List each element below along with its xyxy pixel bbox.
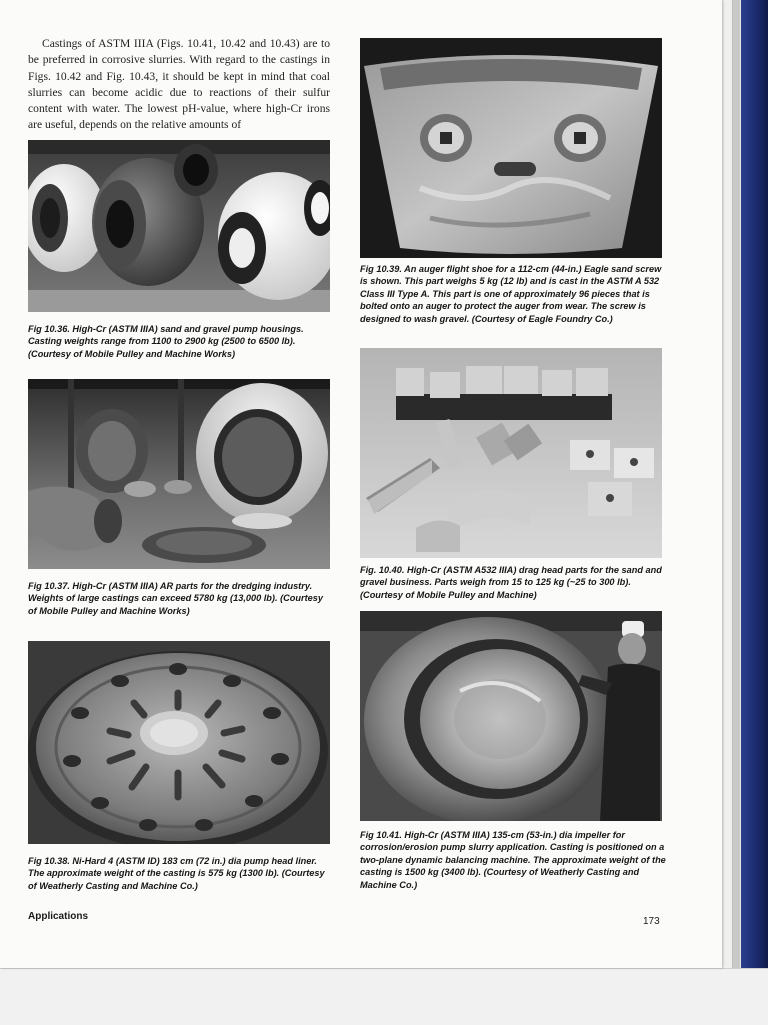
- page-number: 173: [643, 916, 660, 927]
- figure-10-40-photo: [360, 348, 662, 558]
- figure-10-40-caption: Fig. 10.40. High-Cr (ASTM A532 IIIA) drag head parts for the sand and gravel business. Parts weigh from 15 to 125 kg (~25 to 300 lb). (Courtesy of Mobile Pulley and Machine): [360, 565, 662, 600]
- figure-10-38-photo: [28, 641, 330, 844]
- figure-10-37-caption: Fig 10.37. High-Cr (ASTM IIIA) AR parts for the dredging industry. Weights of large castings can exceed 5780 kg (13,000 lb). (Courtesy of Mobile Pulley and Machine Works): [28, 581, 323, 616]
- footer-section-title: Applications: [28, 911, 89, 922]
- scan-table-surface: [0, 968, 768, 1025]
- figure-10-41-photo: [360, 611, 662, 821]
- book-binding: [741, 0, 768, 968]
- figure-10-39-photo: [360, 38, 662, 258]
- figure-10-37-photo: [28, 379, 330, 569]
- figure-10-36-photo: [28, 140, 330, 312]
- figure-10-36-caption: Fig 10.36. High-Cr (ASTM IIIA) sand and gravel pump housings. Casting weights range from 1100 to 2900 kg (2500 to 6500 lb). (Courtesy of Mobile Pulley and Machine Works): [28, 324, 304, 359]
- body-paragraph: Castings of ASTM IIIA (Figs. 10.41, 10.42 and 10.43) are to be preferred in corrosive slurries. With regard to the castings in Figs. 10.42 and Fig. 10.43, it should be kept in mind that coal slurries can become acidic due to reactions of their sulfur content with water. The lowest pH-value, where high-Cr irons are useful, depends on the relative amounts of: [28, 37, 330, 132]
- figure-10-38-caption: Fig 10.38. Ni-Hard 4 (ASTM ID) 183 cm (72 in.) dia pump head liner. The approximate weight of the casting is 575 kg (1300 lb). (Courtesy of Weatherly Casting and Machine Co.): [28, 856, 325, 891]
- page-edge: [733, 0, 740, 968]
- figure-10-39-caption: Fig 10.39. An auger flight shoe for a 112-cm (44-in.) Eagle sand screw is shown. This part weighs 5 kg (12 lb) and is cast in the ASTM A 532 Class III Type A. This part is one of approximately 96 pieces that is bolted onto an auger to protect the auger from wear. The screw is designed to wash gravel. (Courtesy of Eagle Foundry Co.): [360, 264, 662, 324]
- figure-10-41-caption: Fig 10.41. High-Cr (ASTM IIIA) 135-cm (53-in.) dia impeller for corrosion/erosion pump slurry application. Casting is positioned on a two-plane dynamic balancing machine. The approximate weight of the casting is 1500 kg (3400 lb). (Courtesy of Weatherly Casting and Machine Co.): [360, 830, 666, 890]
- page-edge: [722, 0, 733, 968]
